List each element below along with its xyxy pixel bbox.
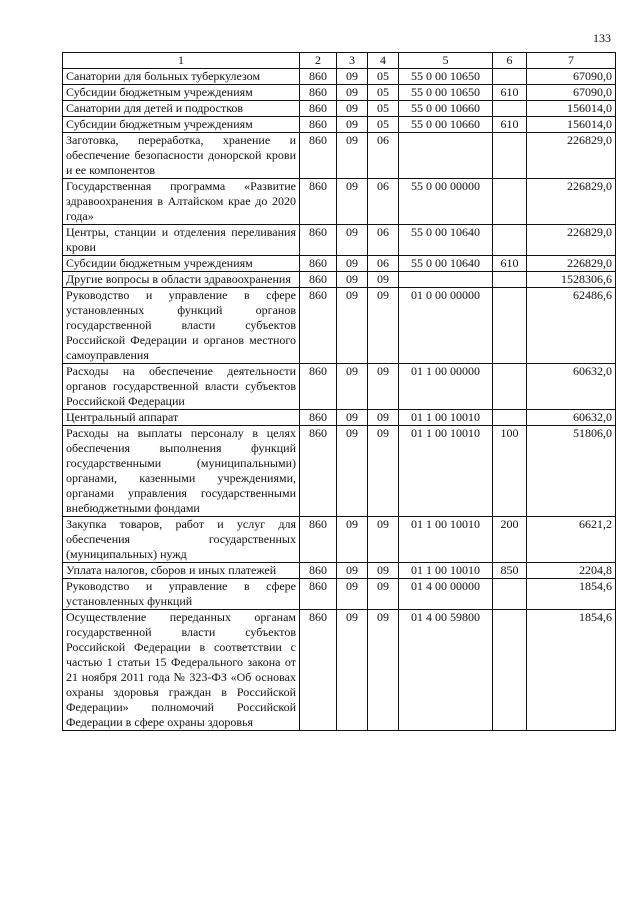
table-row [63,610,616,731]
table-row [63,133,616,179]
target-item-cell: 01 0 00 00000 [399,288,493,364]
expense-type-cell [493,133,527,179]
expense-type-cell: 610 [493,256,527,272]
amount-cell: 226829,0 [527,225,616,256]
amount-cell: 226829,0 [527,179,616,225]
subsection-cell: 06 [368,256,399,272]
section-cell: 09 [337,517,368,563]
column-header: 1 [63,53,300,69]
row-name-cell: Уплата налогов, сборов и иных платежей [63,563,300,579]
subsection-cell: 05 [368,117,399,133]
target-item-cell: 01 1 00 10010 [399,563,493,579]
row-name-cell: Закупка товаров, работ и услуг для обеспечения государственных (муниципальных) нужд [63,517,300,563]
target-item-cell: 01 1 00 00000 [399,364,493,410]
table-row [63,272,616,288]
department-code-cell: 860 [300,517,337,563]
department-code-cell: 860 [300,426,337,517]
department-code-cell: 860 [300,133,337,179]
amount-cell: 1854,6 [527,610,616,731]
row-name-cell: Центральный аппарат [63,410,300,426]
expense-type-cell [493,610,527,731]
expense-type-cell [493,579,527,610]
amount-cell: 6621,2 [527,517,616,563]
table-row [63,426,616,517]
target-item-cell: 55 0 00 10650 [399,69,493,85]
subsection-cell: 09 [368,272,399,288]
subsection-cell: 05 [368,85,399,101]
amount-cell: 226829,0 [527,256,616,272]
row-name-cell: Субсидии бюджетным учреждениям [63,117,300,133]
row-name-cell: Субсидии бюджетным учреждениям [63,256,300,272]
section-cell: 09 [337,288,368,364]
department-code-cell: 860 [300,272,337,288]
target-item-cell: 01 1 00 10010 [399,410,493,426]
column-header: 3 [337,53,368,69]
target-item-cell: 01 1 00 10010 [399,426,493,517]
expense-type-cell: 100 [493,426,527,517]
department-code-cell: 860 [300,288,337,364]
section-cell: 09 [337,101,368,117]
column-header: 4 [368,53,399,69]
expense-type-cell [493,410,527,426]
table-body [63,69,616,731]
amount-cell: 51806,0 [527,426,616,517]
row-name-cell: Субсидии бюджетным учреждениям [63,85,300,101]
row-name-cell: Государственная программа «Развитие здравоохранения в Алтайском крае до 2020 года» [63,179,300,225]
subsection-cell: 09 [368,610,399,731]
row-name-cell: Санатории для детей и подростков [63,101,300,117]
table-row [63,288,616,364]
section-cell: 09 [337,69,368,85]
expense-type-cell [493,225,527,256]
section-cell: 09 [337,225,368,256]
subsection-cell: 09 [368,288,399,364]
target-item-cell: 01 1 00 10010 [399,517,493,563]
amount-cell: 226829,0 [527,133,616,179]
section-cell: 09 [337,563,368,579]
department-code-cell: 860 [300,364,337,410]
table-row [63,364,616,410]
budget-table [62,52,616,731]
table-row [63,256,616,272]
department-code-cell: 860 [300,256,337,272]
expense-type-cell: 610 [493,117,527,133]
row-name-cell: Санатории для больных туберкулезом [63,69,300,85]
subsection-cell: 06 [368,179,399,225]
section-cell: 09 [337,426,368,517]
subsection-cell: 09 [368,364,399,410]
subsection-cell: 06 [368,225,399,256]
subsection-cell: 09 [368,426,399,517]
subsection-cell: 09 [368,517,399,563]
subsection-cell: 05 [368,101,399,117]
column-header: 7 [527,53,616,69]
subsection-cell: 05 [368,69,399,85]
target-item-cell [399,272,493,288]
section-cell: 09 [337,410,368,426]
section-cell: 09 [337,272,368,288]
target-item-cell: 55 0 00 10640 [399,256,493,272]
row-name-cell: Руководство и управление в сфере установленных функций органов государственной власти субъектов Российской Федерации и органов местного самоуправления [63,288,300,364]
amount-cell: 67090,0 [527,69,616,85]
target-item-cell: 55 0 00 10650 [399,85,493,101]
row-name-cell: Расходы на выплаты персоналу в целях обеспечения выполнения функций государственными (муниципальными) органами, казенными учреждениями, органами управления государственными внебюджетными фондами [63,426,300,517]
expense-type-cell: 200 [493,517,527,563]
department-code-cell: 860 [300,117,337,133]
expense-type-cell [493,272,527,288]
section-cell: 09 [337,364,368,410]
row-name-cell: Руководство и управление в сфере установленных функций [63,579,300,610]
table-row [63,117,616,133]
table-row [63,69,616,85]
expense-type-cell [493,69,527,85]
subsection-cell: 09 [368,563,399,579]
table-row [63,179,616,225]
target-item-cell: 01 4 00 00000 [399,579,493,610]
section-cell: 09 [337,85,368,101]
target-item-cell: 01 4 00 59800 [399,610,493,731]
department-code-cell: 860 [300,179,337,225]
column-header: 6 [493,53,527,69]
department-code-cell: 860 [300,610,337,731]
table-row [63,410,616,426]
amount-cell: 1528306,6 [527,272,616,288]
row-name-cell: Другие вопросы в области здравоохранения [63,272,300,288]
table-row [63,225,616,256]
table-row [63,579,616,610]
target-item-cell: 55 0 00 10660 [399,101,493,117]
page-number: 133 [593,31,611,45]
table-row [63,85,616,101]
section-cell: 09 [337,179,368,225]
amount-cell: 156014,0 [527,101,616,117]
subsection-cell: 09 [368,579,399,610]
table-header-row [63,53,616,69]
amount-cell: 60632,0 [527,364,616,410]
amount-cell: 67090,0 [527,85,616,101]
amount-cell: 1854,6 [527,579,616,610]
expense-type-cell [493,364,527,410]
department-code-cell: 860 [300,85,337,101]
amount-cell: 156014,0 [527,117,616,133]
table-row [63,101,616,117]
section-cell: 09 [337,117,368,133]
column-header: 2 [300,53,337,69]
target-item-cell [399,133,493,179]
department-code-cell: 860 [300,563,337,579]
department-code-cell: 860 [300,579,337,610]
table-row [63,563,616,579]
target-item-cell: 55 0 00 10660 [399,117,493,133]
expense-type-cell: 610 [493,85,527,101]
expense-type-cell: 850 [493,563,527,579]
amount-cell: 60632,0 [527,410,616,426]
subsection-cell: 06 [368,133,399,179]
row-name-cell: Заготовка, переработка, хранение и обеспечение безопасности донорской крови и ее компонентов [63,133,300,179]
row-name-cell: Осуществление переданных органам государственной власти субъектов Российской Федерации в соответствии с частью 1 статьи 15 Федерального закона от 21 ноября 2011 года № 323-ФЗ «Об основах охраны здоровья граждан в Российской Федерации» полномочий Российской Федерации в сфере охраны здоровья [63,610,300,731]
department-code-cell: 860 [300,101,337,117]
amount-cell: 62486,6 [527,288,616,364]
expense-type-cell [493,288,527,364]
department-code-cell: 860 [300,69,337,85]
section-cell: 09 [337,610,368,731]
target-item-cell: 55 0 00 10640 [399,225,493,256]
section-cell: 09 [337,579,368,610]
expense-type-cell [493,101,527,117]
section-cell: 09 [337,256,368,272]
subsection-cell: 09 [368,410,399,426]
department-code-cell: 860 [300,410,337,426]
row-name-cell: Центры, станции и отделения переливания крови [63,225,300,256]
expense-type-cell [493,179,527,225]
table-row [63,517,616,563]
department-code-cell: 860 [300,225,337,256]
column-header: 5 [399,53,493,69]
row-name-cell: Расходы на обеспечение деятельности органов государственной власти субъектов Российской Федерации [63,364,300,410]
amount-cell: 2204,8 [527,563,616,579]
target-item-cell: 55 0 00 00000 [399,179,493,225]
section-cell: 09 [337,133,368,179]
